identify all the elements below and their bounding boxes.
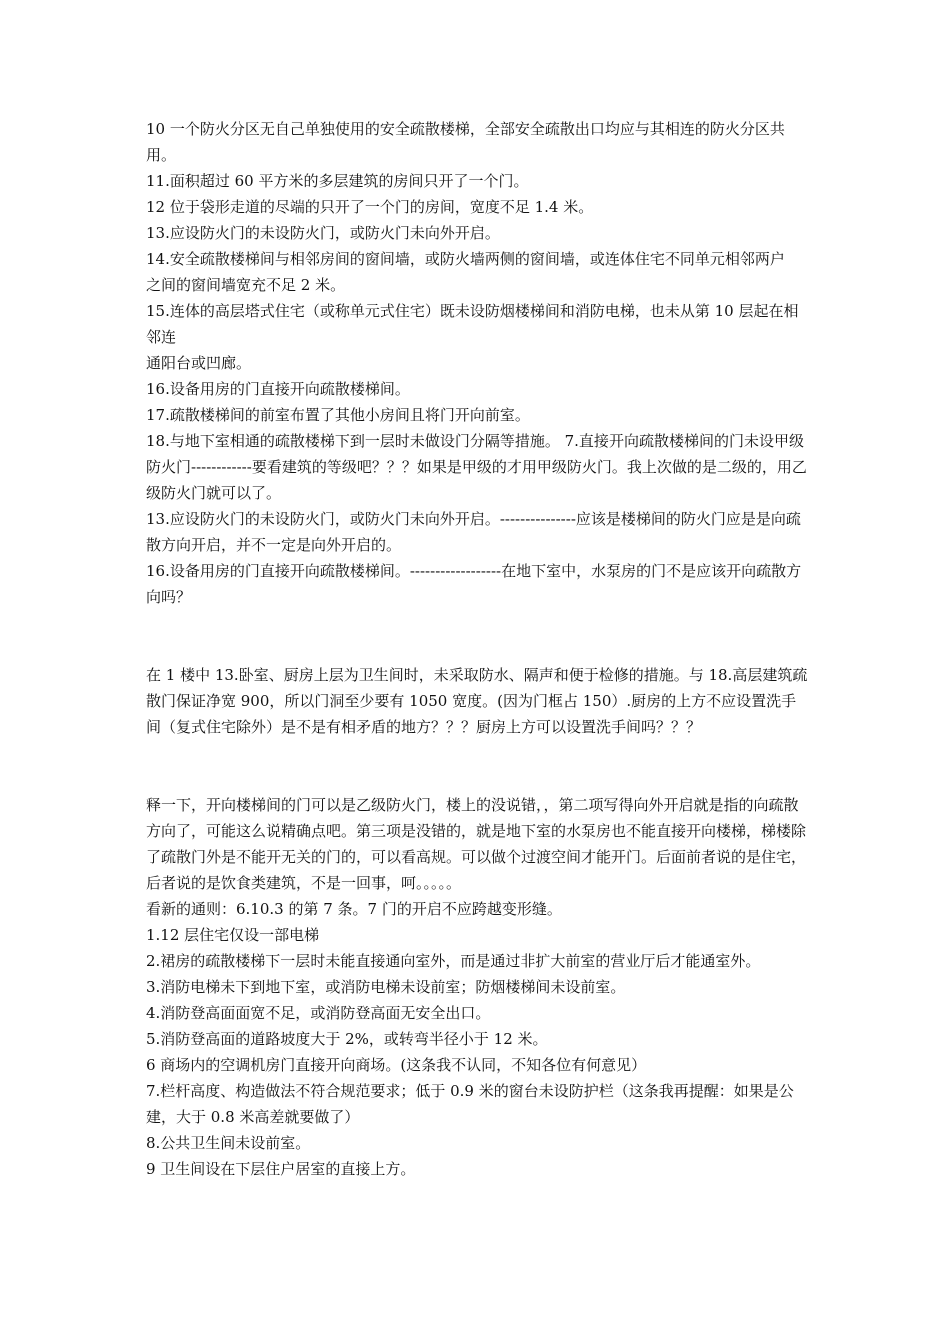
document-body	[146, 116, 810, 1182]
list-item-1: 1.12 层住宅仅设一部电梯	[146, 926, 320, 944]
list-item-7: 7.栏杆高度、构造做法不符合规范要求；低于 0.9 米的窗台未设防护栏（这条我再提醒：如果是公建，大于 0.8 米高差就要做了）	[146, 1082, 794, 1126]
paragraph-comment-16: 16.设备用房的门直接开向疏散楼梯间。------------------在地下室中，水泵房的门不是应该开向疏散方向吗？	[146, 562, 802, 606]
paragraph-item-14-cont: 之间的窗间墙宽充不足 2 米。	[146, 276, 346, 294]
list-item-8: 8.公共卫生间未设前室。	[146, 1134, 311, 1152]
list-item-4: 4.消防登高面面宽不足，或消防登高面无安全出口。	[146, 1004, 491, 1022]
paragraph-comment-13: 13.应设防火门的未设防火门，或防火门未向外开启。---------------应该是楼梯间的防火门应是是向疏散方向开启，并不一定是向外开启的。	[146, 510, 801, 554]
list-item-2: 2.裙房的疏散楼梯下一层时未能直接通向室外，而是通过非扩大前室的营业厅后才能通室外。	[146, 952, 761, 970]
paragraph-item-17: 17.疏散楼梯间的前室布置了其他小房间且将门开向前室。	[146, 406, 530, 424]
paragraph-item-15: 15.连体的高层塔式住宅（或称单元式住宅）既未设防烟楼梯间和消防电梯，也未从第 10 层起在相邻连	[146, 302, 799, 346]
list-item-9: 9 卫生间设在下层住户居室的直接上方。	[146, 1160, 416, 1178]
list-item-6: 6 商场内的空调机房门直接开向商场。(这条我不认同，不知各位有何意见）	[146, 1056, 647, 1074]
paragraph-item-11: 11.面积超过 60 平方米的多层建筑的房间只开了一个门。	[146, 172, 529, 190]
paragraph-question: 在 1 楼中 13.卧室、厨房上层为卫生间时，未采取防水、隔声和便于检修的措施。与 18.高层建筑疏散门保证净宽 900，所以门洞至少要有 1050 宽度。(因为门框占 150）.厨房的上方不应设置洗手间（复式住宅除外）是不是有相矛盾的地方？？？厨房上方可以设置洗手间吗？？？	[146, 666, 808, 736]
paragraph-item-16: 16.设备用房的门直接开向疏散楼梯间。	[146, 380, 410, 398]
section-gap	[146, 740, 810, 792]
paragraph-explanation: 释一下，开向楼梯间的门可以是乙级防火门，楼上的没说错，，第二项写得向外开启就是指的向疏散方向了，可能这么说精确点吧。第三项是没错的，就是地下室的水泵房也不能直接开向楼梯，梯楼除了疏散门外是不能开无关的门的，可以看高规。可以做个过渡空间才能开门。后面前者说的是住宅，后者说的是饮食类建筑，不是一回事，呵。。。。。	[146, 796, 807, 892]
paragraph-item-13: 13.应设防火门的未设防火门，或防火门未向外开启。	[146, 224, 500, 242]
paragraph-item-10: 10 一个防火分区无自己单独使用的安全疏散楼梯，全部安全疏散出口均应与其相连的防火分区共用。	[146, 120, 785, 164]
paragraph-item-18: 18.与地下室相通的疏散楼梯下到一层时未做设门分隔等措施。 7.直接开向疏散楼梯间的门未设甲级防火门------------要看建筑的等级吧？？？如果是甲级的才用甲级防火门。我上次做的是二级的，用乙级防火门就可以了。	[146, 432, 807, 502]
list-item-5: 5.消防登高面的道路坡度大于 2%，或转弯半径小于 12 米。	[146, 1030, 548, 1048]
paragraph-item-14: 14.安全疏散楼梯间与相邻房间的窗间墙，或防火墙两侧的窗间墙，或连体住宅不同单元相邻两户	[146, 250, 785, 268]
section-gap	[146, 610, 810, 662]
paragraph-item-15-cont: 通阳台或凹廊。	[146, 354, 252, 372]
paragraph-general-rules: 看新的通则：6.10.3 的第 7 条。7 门的开启不应跨越变形缝。	[146, 900, 562, 918]
list-item-3: 3.消防电梯未下到地下室，或消防电梯未设前室；防烟楼梯间未设前室。	[146, 978, 626, 996]
paragraph-item-12: 12 位于袋形走道的尽端的只开了一个门的房间，宽度不足 1.4 米。	[146, 198, 594, 216]
